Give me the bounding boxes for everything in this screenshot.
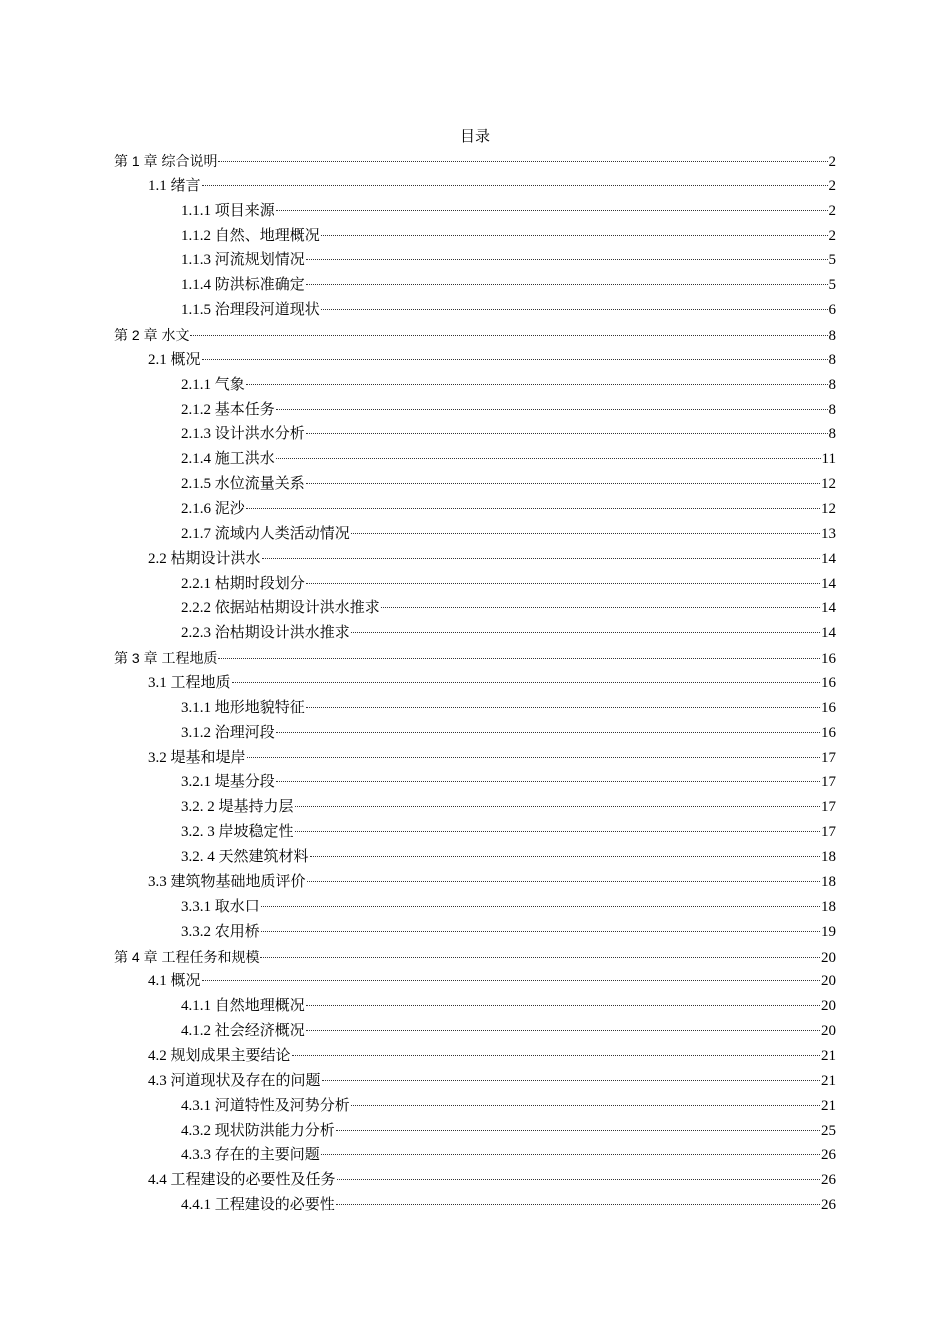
toc-entry-page: 16 bbox=[821, 651, 836, 668]
toc-entry[interactable] bbox=[114, 895, 836, 920]
toc-entry-label: 1.1 绪言 bbox=[148, 177, 201, 194]
dot-leader bbox=[246, 508, 820, 509]
toc-entry-page: 21 bbox=[821, 1047, 836, 1064]
dot-leader bbox=[218, 658, 820, 659]
toc-entry[interactable] bbox=[114, 298, 836, 323]
toc-entry[interactable] bbox=[114, 646, 836, 671]
toc-entry[interactable] bbox=[114, 273, 836, 298]
toc-entry[interactable] bbox=[114, 1193, 836, 1218]
toc-entry-page: 17 bbox=[821, 774, 836, 791]
dot-leader bbox=[321, 1154, 820, 1155]
dot-leader bbox=[260, 957, 820, 958]
toc-entry[interactable] bbox=[114, 447, 836, 472]
dot-leader bbox=[202, 359, 828, 360]
toc-entry-label: 3.2.1 堤基分段 bbox=[181, 774, 275, 791]
toc-entry[interactable] bbox=[114, 994, 836, 1019]
toc-entry[interactable] bbox=[114, 746, 836, 771]
toc-entry[interactable] bbox=[114, 1094, 836, 1119]
dot-leader bbox=[306, 583, 820, 584]
toc-entry[interactable] bbox=[114, 174, 836, 199]
toc-entry-label: 第 3 章 工程地质 bbox=[114, 650, 218, 667]
toc-entry-page: 12 bbox=[821, 476, 836, 493]
toc-entry-label: 4.1.1 自然地理概况 bbox=[181, 998, 305, 1015]
dot-leader bbox=[202, 980, 820, 981]
toc-entry[interactable] bbox=[114, 671, 836, 696]
toc-entry-label: 第 2 章 水文 bbox=[114, 327, 190, 344]
toc-entry-page: 16 bbox=[821, 724, 836, 741]
toc-entry-label: 2.2.3 治枯期设计洪水推求 bbox=[181, 625, 350, 642]
toc-entry-page: 21 bbox=[821, 1097, 836, 1114]
toc-entry-label: 2.1.2 基本任务 bbox=[181, 401, 275, 418]
toc-entry-label: 4.3.3 存在的主要问题 bbox=[181, 1147, 320, 1164]
dot-leader bbox=[306, 259, 828, 260]
toc-entry-label: 4.4 工程建设的必要性及任务 bbox=[148, 1172, 336, 1189]
toc-entry-label: 4.1 概况 bbox=[148, 973, 201, 990]
toc-entry-label: 2.1.5 水位流量关系 bbox=[181, 476, 305, 493]
dot-leader bbox=[190, 335, 827, 336]
toc-entry[interactable] bbox=[114, 422, 836, 447]
toc-entry-page: 2 bbox=[828, 177, 836, 194]
toc-entry[interactable] bbox=[114, 870, 836, 895]
toc-entry-page: 26 bbox=[821, 1147, 836, 1164]
toc-entry-label: 3.3.1 取水口 bbox=[181, 898, 260, 915]
dot-leader bbox=[202, 185, 828, 186]
toc-entry[interactable] bbox=[114, 795, 836, 820]
toc-entry[interactable] bbox=[114, 920, 836, 945]
toc-entry-page: 5 bbox=[828, 252, 836, 269]
toc-entry-page: 21 bbox=[821, 1072, 836, 1089]
toc-entry-label: 2.1 概况 bbox=[148, 351, 201, 368]
toc-entry-label: 4.3.2 现状防洪能力分析 bbox=[181, 1122, 335, 1139]
toc-entry[interactable] bbox=[114, 1069, 836, 1094]
toc-entry[interactable] bbox=[114, 945, 836, 970]
dot-leader bbox=[307, 881, 820, 882]
toc-entry-label: 3.3 建筑物基础地质评价 bbox=[148, 873, 306, 890]
toc-entry[interactable] bbox=[114, 820, 836, 845]
dot-leader bbox=[336, 1204, 820, 1205]
toc-entry[interactable] bbox=[114, 596, 836, 621]
dot-leader bbox=[232, 682, 820, 683]
toc-entry-page: 6 bbox=[828, 302, 836, 319]
toc-entry-label: 3.3.2 农用桥 bbox=[181, 923, 260, 940]
toc-entry-page: 20 bbox=[821, 998, 836, 1015]
dot-leader bbox=[292, 1055, 820, 1056]
toc-entry-page: 25 bbox=[821, 1122, 836, 1139]
dot-leader bbox=[306, 284, 828, 285]
toc-entry-label: 3.2. 3 岸坡稳定性 bbox=[181, 824, 294, 841]
toc-entry-page: 18 bbox=[821, 873, 836, 890]
toc-entry[interactable] bbox=[114, 1119, 836, 1144]
toc-entry[interactable] bbox=[114, 199, 836, 224]
toc-entry-page: 20 bbox=[821, 1023, 836, 1040]
dot-leader bbox=[276, 732, 820, 733]
toc-entry-label: 4.2 规划成果主要结论 bbox=[148, 1047, 291, 1064]
toc-entry-page: 19 bbox=[821, 923, 836, 940]
toc-entry-label: 2.2 枯期设计洪水 bbox=[148, 550, 261, 567]
toc-entry-page: 2 bbox=[828, 227, 836, 244]
toc-entry-label: 2.1.1 气象 bbox=[181, 376, 245, 393]
toc-entry-page: 8 bbox=[828, 401, 836, 418]
toc-entry[interactable] bbox=[114, 572, 836, 597]
dot-leader bbox=[276, 409, 828, 410]
toc-entry-label: 1.1.1 项目来源 bbox=[181, 202, 275, 219]
dot-leader bbox=[321, 235, 828, 236]
toc-entry-page: 17 bbox=[821, 749, 836, 766]
dot-leader bbox=[351, 1105, 820, 1106]
dot-leader bbox=[218, 161, 827, 162]
dot-leader bbox=[246, 384, 828, 385]
dot-leader bbox=[261, 906, 820, 907]
toc-entry[interactable] bbox=[114, 373, 836, 398]
toc-entry-label: 2.1.6 泥沙 bbox=[181, 501, 245, 518]
toc-entry-label: 3.1.2 治理河段 bbox=[181, 724, 275, 741]
toc-entry-page: 14 bbox=[821, 575, 836, 592]
toc-entry-label: 2.2.1 枯期时段划分 bbox=[181, 575, 305, 592]
toc-entry-page: 11 bbox=[821, 451, 836, 468]
dot-leader bbox=[306, 433, 828, 434]
toc-entry-page: 8 bbox=[828, 328, 836, 345]
toc-entry-page: 18 bbox=[821, 898, 836, 915]
toc-entry-label: 4.1.2 社会经济概况 bbox=[181, 1023, 305, 1040]
toc-entry-label: 3.1.1 地形地貌特征 bbox=[181, 699, 305, 716]
toc-entry-page: 14 bbox=[821, 600, 836, 617]
toc-entry-page: 26 bbox=[821, 1197, 836, 1214]
dot-leader bbox=[247, 757, 820, 758]
toc-entry[interactable] bbox=[114, 224, 836, 249]
table-of-contents bbox=[114, 149, 836, 1218]
toc-entry[interactable] bbox=[114, 522, 836, 547]
toc-entry[interactable] bbox=[114, 721, 836, 746]
toc-entry-label: 1.1.4 防洪标准确定 bbox=[181, 277, 305, 294]
toc-entry-page: 20 bbox=[821, 949, 836, 966]
dot-leader bbox=[261, 931, 820, 932]
toc-entry-page: 17 bbox=[821, 824, 836, 841]
toc-entry-label: 2.2.2 依据站枯期设计洪水推求 bbox=[181, 600, 380, 617]
toc-entry-label: 3.2 堤基和堤岸 bbox=[148, 749, 246, 766]
toc-entry[interactable] bbox=[114, 398, 836, 423]
toc-entry[interactable] bbox=[114, 1143, 836, 1168]
toc-entry[interactable] bbox=[114, 1044, 836, 1069]
dot-leader bbox=[276, 210, 828, 211]
toc-entry-label: 4.4.1 工程建设的必要性 bbox=[181, 1197, 335, 1214]
dot-leader bbox=[351, 533, 820, 534]
toc-entry-label: 1.1.2 自然、地理概况 bbox=[181, 227, 320, 244]
toc-entry-label: 3.2. 2 堤基持力层 bbox=[181, 799, 294, 816]
dot-leader bbox=[381, 607, 820, 608]
toc-entry-label: 4.3 河道现状及存在的问题 bbox=[148, 1072, 321, 1089]
toc-entry[interactable] bbox=[114, 1019, 836, 1044]
toc-entry[interactable] bbox=[114, 770, 836, 795]
toc-entry[interactable] bbox=[114, 472, 836, 497]
toc-entry-page: 2 bbox=[828, 202, 836, 219]
toc-entry-label: 4.3.1 河道特性及河势分析 bbox=[181, 1097, 350, 1114]
dot-leader bbox=[337, 1179, 820, 1180]
toc-entry-page: 18 bbox=[821, 849, 836, 866]
toc-entry-label: 2.1.7 流域内人类活动情况 bbox=[181, 525, 350, 542]
dot-leader bbox=[295, 831, 820, 832]
toc-entry-page: 5 bbox=[828, 277, 836, 294]
dot-leader bbox=[310, 856, 820, 857]
dot-leader bbox=[295, 806, 820, 807]
toc-entry[interactable] bbox=[114, 248, 836, 273]
toc-entry-label: 第 1 章 综合说明 bbox=[114, 153, 218, 169]
dot-leader bbox=[306, 1005, 820, 1006]
dot-leader bbox=[276, 458, 821, 459]
toc-entry-label: 2.1.3 设计洪水分析 bbox=[181, 426, 305, 443]
toc-entry[interactable] bbox=[114, 547, 836, 572]
dot-leader bbox=[306, 1030, 820, 1031]
dot-leader bbox=[306, 707, 820, 708]
toc-entry-label: 3.1 工程地质 bbox=[148, 675, 231, 692]
toc-title: 目录 bbox=[459, 127, 490, 145]
toc-entry[interactable] bbox=[114, 696, 836, 721]
toc-entry-page: 12 bbox=[821, 501, 836, 518]
dot-leader bbox=[276, 781, 820, 782]
toc-entry-page: 20 bbox=[821, 973, 836, 990]
dot-leader bbox=[336, 1130, 820, 1131]
toc-entry-label: 2.1.4 施工洪水 bbox=[181, 451, 275, 468]
toc-entry-page: 16 bbox=[821, 699, 836, 716]
toc-entry-page: 14 bbox=[821, 625, 836, 642]
toc-entry-label: 第 4 章 工程任务和规模 bbox=[114, 948, 260, 965]
toc-entry-label: 1.1.5 治理段河道现状 bbox=[181, 302, 320, 319]
toc-entry-page: 26 bbox=[821, 1172, 836, 1189]
toc-entry-label: 1.1.3 河流规划情况 bbox=[181, 252, 305, 269]
toc-entry-page: 16 bbox=[821, 675, 836, 692]
toc-entry-page: 8 bbox=[828, 426, 836, 443]
toc-entry-page: 13 bbox=[821, 525, 836, 542]
toc-entry[interactable] bbox=[114, 348, 836, 373]
toc-entry[interactable] bbox=[114, 845, 836, 870]
toc-entry-page: 14 bbox=[821, 550, 836, 567]
toc-entry[interactable] bbox=[114, 323, 836, 348]
toc-entry-page: 17 bbox=[821, 799, 836, 816]
toc-entry-page: 2 bbox=[828, 154, 836, 170]
toc-entry[interactable] bbox=[114, 497, 836, 522]
toc-entry-label: 3.2. 4 天然建筑材料 bbox=[181, 849, 309, 866]
dot-leader bbox=[351, 632, 820, 633]
toc-entry[interactable] bbox=[114, 149, 836, 174]
toc-entry-page: 8 bbox=[828, 376, 836, 393]
dot-leader bbox=[321, 309, 828, 310]
dot-leader bbox=[262, 558, 820, 559]
dot-leader bbox=[322, 1080, 820, 1081]
dot-leader bbox=[306, 483, 820, 484]
toc-entry[interactable] bbox=[114, 969, 836, 994]
toc-entry-page: 8 bbox=[828, 351, 836, 368]
toc-entry[interactable] bbox=[114, 621, 836, 646]
toc-entry[interactable] bbox=[114, 1168, 836, 1193]
